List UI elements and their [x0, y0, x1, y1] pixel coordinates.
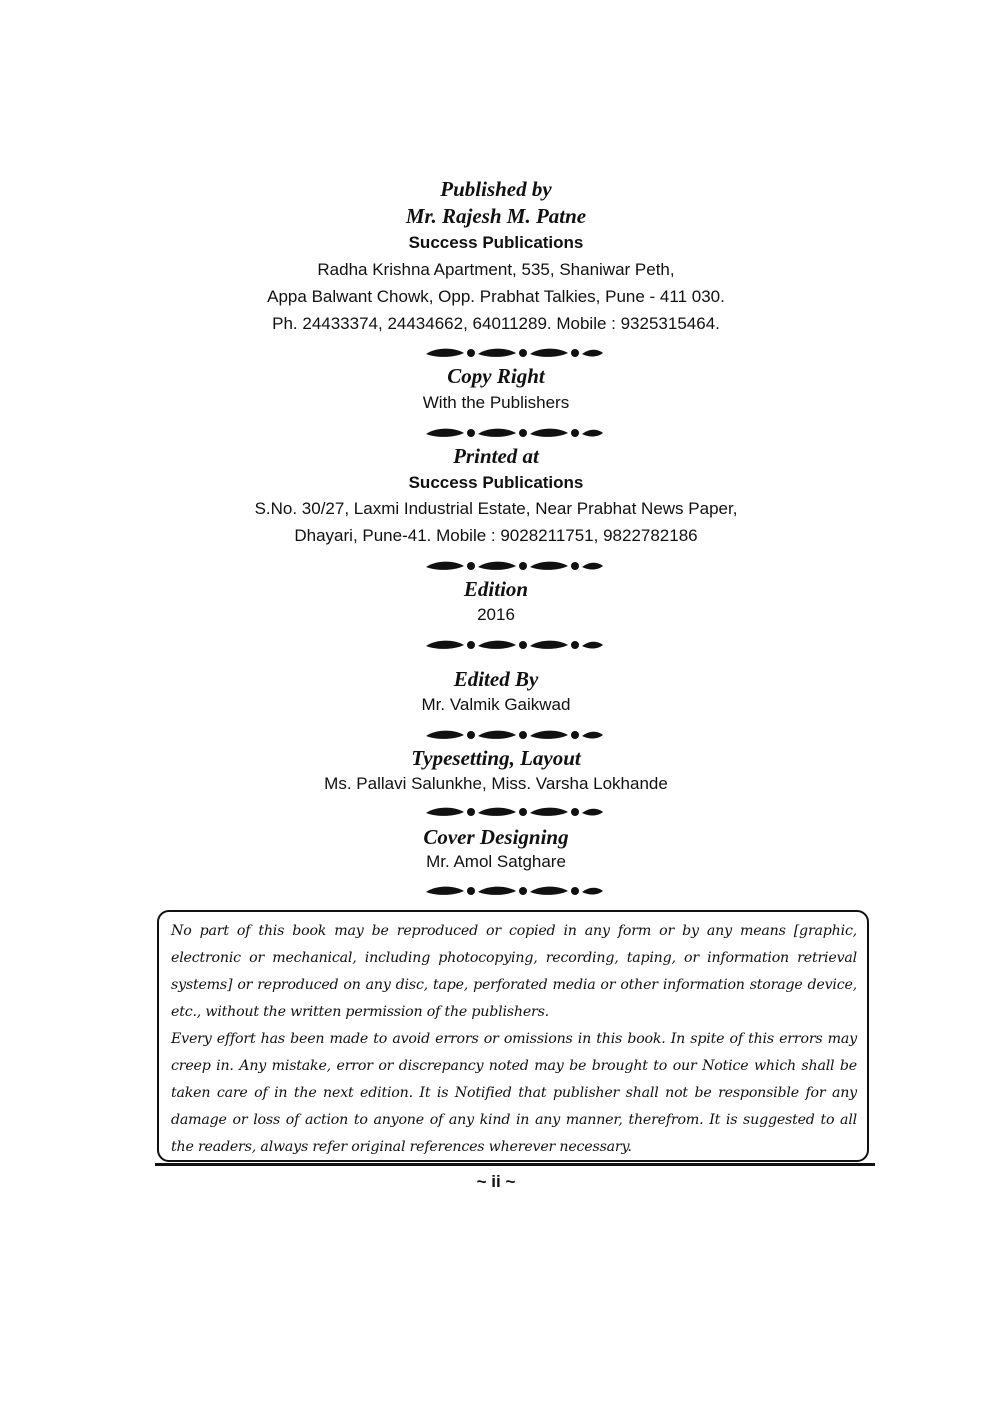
- ornament-divider: [424, 805, 604, 819]
- disclaimer-copyright-paragraph: No part of this book may be reproduced or copied in any form or by any means [graphic, electronic or mechanical, including photocopying, recording, taping, or information retrieval systems] or reproduced on any disc, tape, perforated media or other information storage device, etc., without the written permission of the publishers.: [171, 923, 857, 1020]
- published-by-heading: Published by: [440, 177, 552, 201]
- disclaimer-errors-paragraph: Every effort has been made to avoid errors or omissions in this book. In spite of this errors may creep in. Any mistake, error or discrepancy noted may be brought to our Notice which shall be taken care of in the next edition. It is Notified that publisher shall not be responsible for any damage or loss of action to anyone of any kind in any manner, therefrom. It is suggested to all the readers, always refer original references wherever necessary.: [171, 1031, 857, 1155]
- publisher-address-2: Appa Balwant Chowk, Opp. Prabhat Talkies, Pune - 411 030.: [267, 287, 725, 306]
- ornament-divider: [424, 426, 604, 440]
- edition-year: 2016: [477, 605, 515, 624]
- ornament-divider: [424, 638, 604, 652]
- publisher-name: Mr. Rajesh M. Patne: [405, 204, 587, 228]
- editor-name: Mr. Valmik Gaikwad: [421, 695, 571, 714]
- publisher-address-1: Radha Krishna Apartment, 535, Shaniwar Peth,: [317, 260, 675, 279]
- cover-designing-heading: Cover Designing: [423, 825, 569, 849]
- cover-designer-name: Mr. Amol Satghare: [426, 852, 566, 871]
- page-number: ~ ii ~: [476, 1172, 516, 1191]
- printer-address-2: Dhayari, Pune-41. Mobile : 9028211751, 9822782186: [294, 526, 698, 545]
- copyright-heading: Copy Right: [447, 364, 545, 388]
- box-bottom-rule: [155, 1163, 875, 1166]
- ornament-divider: [424, 559, 604, 573]
- edition-heading: Edition: [463, 577, 529, 601]
- ornament-divider: [424, 728, 604, 742]
- typesetting-heading: Typesetting, Layout: [411, 746, 581, 770]
- printed-at-heading: Printed at: [453, 444, 539, 468]
- publisher-company: Success Publications: [408, 233, 584, 252]
- printer-address-1: S.No. 30/27, Laxmi Industrial Estate, Near Prabhat News Paper,: [254, 499, 738, 518]
- publisher-phones: Ph. 24433374, 24434662, 64011289. Mobile : 9325315464.: [272, 314, 720, 333]
- edited-by-heading: Edited By: [453, 667, 539, 691]
- printer-company: Success Publications: [408, 473, 584, 492]
- disclaimer-box: [157, 910, 869, 1162]
- typesetting-names: Ms. Pallavi Salunkhe, Miss. Varsha Lokhande: [324, 774, 668, 793]
- ornament-divider: [424, 884, 604, 898]
- ornament-divider: [424, 346, 604, 360]
- copyright-text: With the Publishers: [422, 393, 570, 412]
